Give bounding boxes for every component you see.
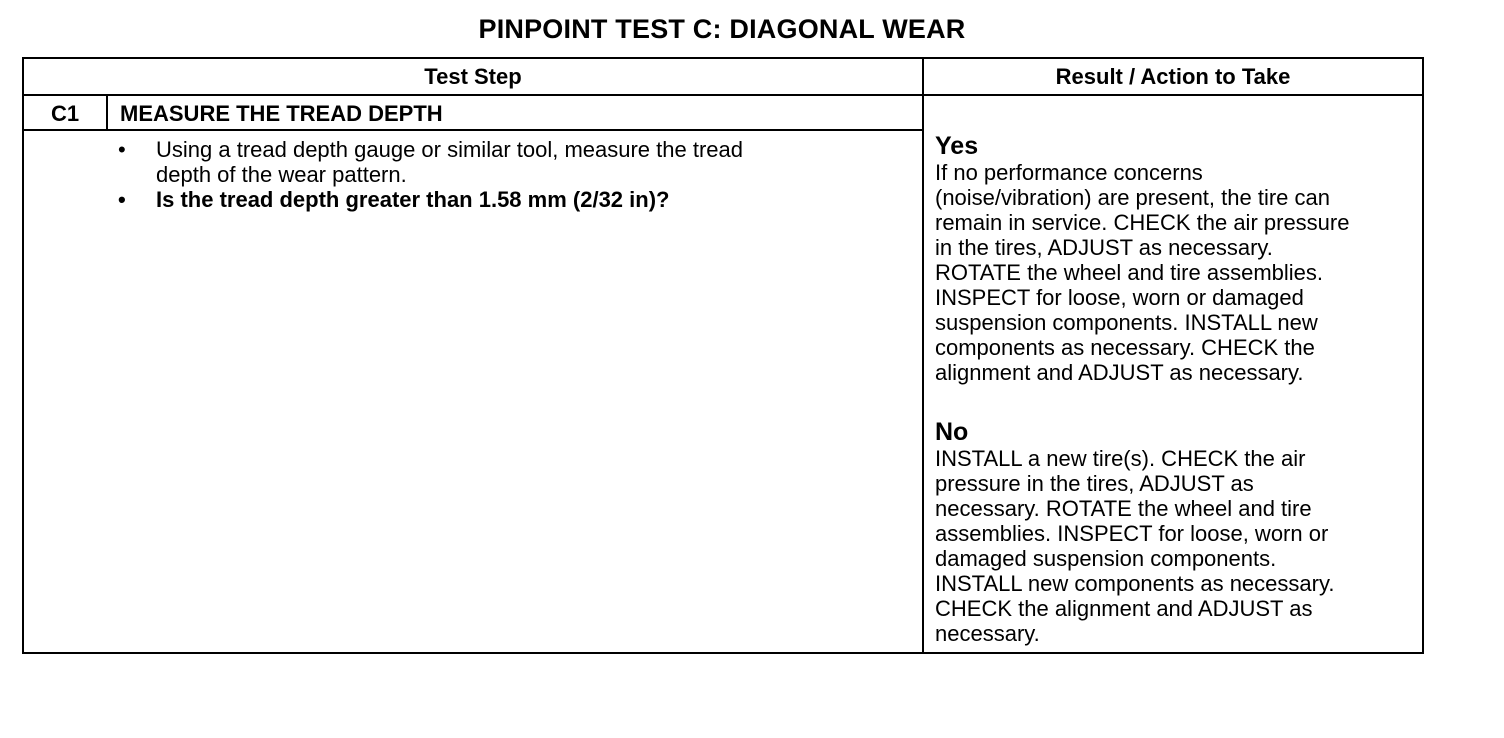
instruction-item [116, 137, 896, 187]
step-id: C1 [50, 101, 80, 126]
bullet-icon: • [118, 137, 126, 162]
result-no-text: INSTALL a new tire(s). CHECK the air pressure in the tires, ADJUST as necessary. ROTATE the wheel and tire assemblies. INSPECT for loose, worn or damaged suspension components. INSTALL new components as necessary. CHECK the alignment and ADJUST as necessary. [935, 446, 1335, 646]
page-title: PINPOINT TEST C: DIAGONAL WEAR [478, 14, 966, 44]
result-no [935, 419, 1421, 646]
instruction-question [116, 187, 896, 212]
step-id-divider [106, 96, 108, 129]
result-yes [935, 133, 1421, 385]
column-divider [922, 59, 924, 652]
result-no-label: No [935, 418, 969, 446]
bullet-icon: • [118, 187, 126, 212]
instruction-text: Using a tread depth gauge or similar tool, measure the tread depth of the wear pattern. [156, 137, 743, 187]
pinpoint-test-table [22, 57, 1424, 654]
header-test-step: Test Step [424, 64, 522, 89]
step-title: MEASURE THE TREAD DEPTH [120, 101, 443, 126]
step-instructions [116, 137, 896, 212]
result-yes-label: Yes [935, 132, 979, 160]
question-text: Is the tread depth greater than 1.58 mm (2/32 in)? [156, 187, 670, 212]
result-yes-text: If no performance concerns (noise/vibration) are present, the tire can remain in service. CHECK the air pressure in the tires, ADJUST as necessary. ROTATE the wheel and tire assemblies. INSPECT for loose, worn or damaged suspension components. INSTALL new components as necessary. CHECK the alignment and ADJUST as necessary. [935, 160, 1350, 385]
header-result-action: Result / Action to Take [1055, 64, 1291, 89]
